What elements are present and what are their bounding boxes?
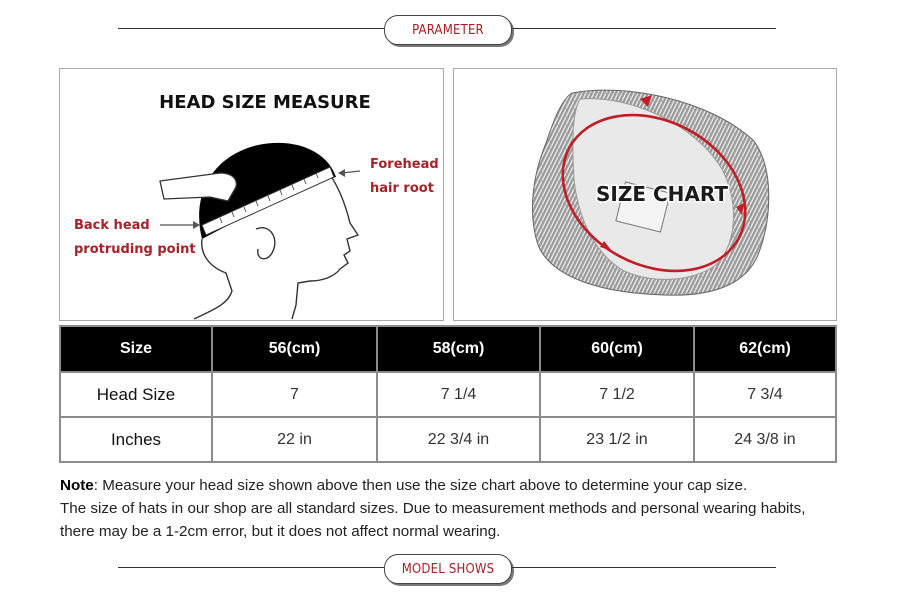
forehead-label-line2: hair root — [370, 181, 434, 196]
neck-outline — [194, 239, 232, 319]
header-56cm: 56(cm) — [212, 326, 377, 372]
head-measure-illustration — [60, 69, 443, 320]
note-line-3: there may be a 1-2cm error, but it does not affect normal wearing. — [60, 523, 501, 540]
row-label-head-size: Head Size — [60, 372, 212, 417]
face-profile — [292, 175, 358, 319]
hand-outline — [160, 173, 236, 201]
parameter-label: PARAMETER — [412, 22, 484, 38]
back-head-label-line2: protruding point — [74, 242, 196, 257]
note-text-1: : Measure your head size shown above then use the size chart above to determine your cap size. — [93, 477, 748, 494]
back-head-label-line1: Back head — [74, 218, 150, 233]
header-60cm: 60(cm) — [540, 326, 694, 372]
table-row — [60, 417, 836, 462]
model-shows-header — [0, 551, 900, 585]
back-head-arrowhead — [193, 221, 200, 229]
table-cell: 23 1/2 in — [540, 417, 694, 462]
header-58cm: 58(cm) — [377, 326, 540, 372]
head-measure-panel — [59, 68, 444, 321]
size-chart-panel — [453, 68, 837, 321]
size-table — [59, 325, 837, 463]
note-label: Note — [60, 477, 94, 494]
model-shows-pill — [384, 554, 512, 584]
table-row — [60, 372, 836, 417]
ear-outline — [256, 228, 275, 259]
size-table-header-row — [60, 326, 836, 372]
size-chart-title: SIZE CHART — [595, 182, 729, 206]
table-cell: 7 — [212, 372, 377, 417]
header-rule-right — [512, 567, 776, 568]
note-line-1 — [60, 474, 860, 497]
parameter-pill — [384, 15, 512, 45]
table-cell: 7 3/4 — [694, 372, 836, 417]
note-line-2: The size of hats in our shop are all standard sizes. Due to measurement methods and personal wearing habits, — [60, 500, 806, 517]
header-rule-left — [118, 28, 384, 29]
model-shows-label: MODEL SHOWS — [401, 561, 495, 577]
head-measure-title: HEAD SIZE MEASURE — [159, 92, 371, 113]
header-rule-left — [118, 567, 384, 568]
header-rule-right — [512, 28, 776, 29]
header-size: Size — [60, 326, 212, 372]
size-note — [60, 474, 860, 543]
table-cell: 7 1/2 — [540, 372, 694, 417]
parameter-header — [0, 12, 900, 46]
table-cell: 24 3/8 in — [694, 417, 836, 462]
cap-illustration — [454, 69, 836, 320]
forehead-arrowhead — [338, 169, 345, 177]
forehead-label-line1: Forehead — [370, 157, 439, 172]
header-62cm: 62(cm) — [694, 326, 836, 372]
table-cell: 7 1/4 — [377, 372, 540, 417]
table-cell: 22 in — [212, 417, 377, 462]
table-cell: 22 3/4 in — [377, 417, 540, 462]
row-label-inches: Inches — [60, 417, 212, 462]
